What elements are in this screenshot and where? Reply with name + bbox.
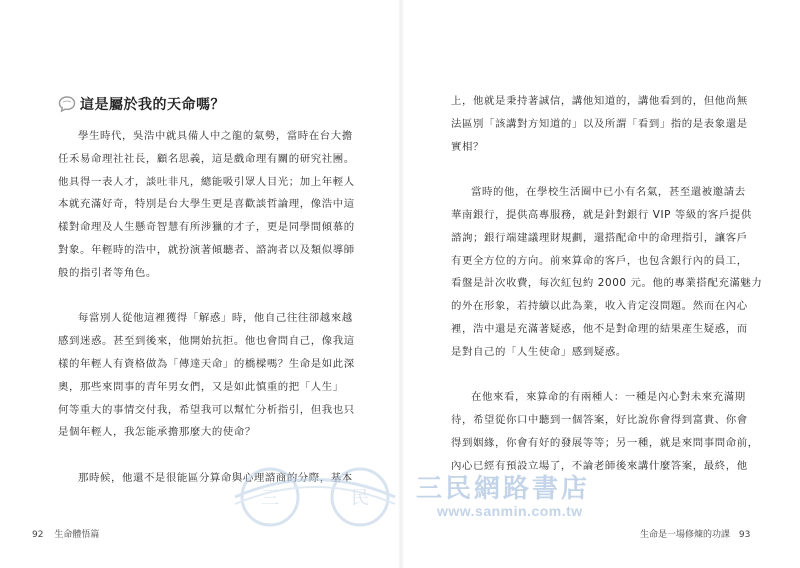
- watermark-name: 三民網路書店: [416, 474, 591, 504]
- text-line: 裡，浩中還是充滿著疑惑，他不是對命理的結果產生疑惑，而: [451, 322, 748, 335]
- text-line: 上，他就是秉持著誠信，講他知道的，講他看到的，但他尚無: [451, 95, 748, 107]
- left-text-column: [58, 125, 355, 490]
- section-title: 生命體悟篇: [54, 530, 100, 540]
- text-line: [58, 444, 350, 467]
- text-line: [451, 158, 744, 181]
- text-line: 每當別人從他這裡獲得「解惑」時，他自己往往卻越來越: [78, 312, 353, 325]
- text-line: 任禾易命理社社長，顧名思義，這是戲命理有關的研究社團。: [58, 152, 355, 165]
- section-heading: [58, 94, 225, 114]
- watermark-url: www.sanmin.com.tw: [437, 503, 583, 519]
- speech-bubble-icon: [58, 95, 76, 113]
- text-line: [451, 364, 744, 387]
- text-line: 般的指引者等角色。: [58, 266, 157, 279]
- text-line: 那時候，他還不是很能區分算命與心理諮商的分際，基本: [78, 471, 353, 484]
- text-line: 何等重大的事情交付我，希望我可以幫忙分析指引，但我也只: [58, 403, 355, 416]
- text-line: 待，希望從你口中聽到一個答案，好比說你會得到富貴、你會: [451, 414, 748, 427]
- text-line: 感到迷惑。甚至到後來，他開始抗拒。他也會問自己，像我這: [58, 335, 355, 348]
- text-line: 他具得一表人才，談吐非凡，總能吸引眾人目光；加上年輕人: [58, 175, 355, 188]
- text-line: 華南銀行，提供高專服務，就是針對銀行 VIP 等級的客戶提供: [451, 208, 752, 221]
- watermark-seal-left: 三: [261, 488, 279, 509]
- text-line: 有更全方位的方向。前來算命的客戶，也包含銀行內的員工，: [451, 254, 748, 267]
- text-line: 本就充滿好奇，特別是台大學生更是喜歡談哲論理，像浩中這: [58, 198, 355, 211]
- text-line: 得到姻緣，你會有好的發展等等；另一種，就是來問事問命前，: [451, 436, 759, 449]
- text-line: 實相？: [451, 140, 484, 153]
- text-line: [58, 285, 350, 308]
- text-line: 是對自己的「人生使命」感到疑惑。: [451, 345, 627, 358]
- text-line: 內心已經有預設立場了，不論老師後來講什麼答案，最終，他: [451, 459, 748, 472]
- left-folio: [32, 527, 99, 540]
- text-line: 諮詢；銀行端建議理財規劃，還搭配命中的命理指引，讓客戶: [451, 231, 748, 244]
- page-number: 93: [738, 530, 751, 540]
- heading-title: 這是屬於我的天命嗎？: [80, 97, 225, 113]
- page-number: 92: [32, 530, 44, 540]
- chapter-title: 生命是一場修煉的功課: [640, 530, 731, 540]
- text-line: 對象。年輕時的浩中，就扮演著傾聽者、諮詢者以及類似導師: [58, 243, 355, 256]
- text-line: 樣對命理及人生懸奇智慧有所涉獵的才子，更是同學間傾慕的: [58, 221, 355, 234]
- text-line: 法區別「該講對方知道的」以及所謂「看到」指的是表象還是: [451, 117, 748, 130]
- text-line: 學生時代，吳浩中就具備人中之龍的氣勢，當時在台大擔: [78, 130, 353, 142]
- text-line: 看盤是計次收費，每次紅包約 2000 元。他的專業搭配充滿魅力: [451, 277, 763, 290]
- text-line: 的外在形象，若持續以此為業，收入肯定沒問題。然而在內心: [451, 300, 748, 313]
- right-text-column: [451, 90, 763, 478]
- text-line: 是個年輕人，我怎能承擔那麼大的使命？: [58, 426, 256, 439]
- watermark-seal-right: 民: [351, 488, 369, 509]
- right-folio: [640, 527, 750, 540]
- text-line: 當時的他，在學校生活圈中已小有名氣，甚至還被邀請去: [471, 186, 746, 199]
- text-line: 樣的年輕人有資格做為「傳達天命」的橋樑嗎？生命是如此深: [58, 357, 355, 370]
- text-line: 在他來看，來算命的有兩種人：一種是內心對未來充滿期: [471, 391, 746, 404]
- text-line: 奧，那些來問事的青年男女們，又是如此慎重的把「人生」: [58, 380, 344, 393]
